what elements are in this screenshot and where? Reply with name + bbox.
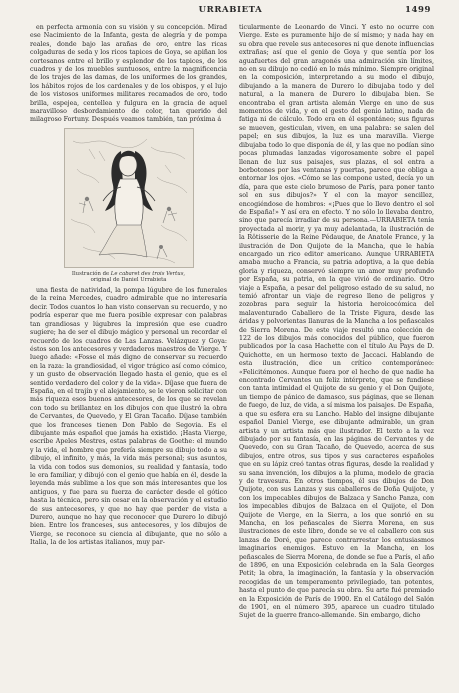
illustration-figure xyxy=(64,128,194,284)
left-text-bottom: una fiesta de natividad, la pompa lúgubre de los funerales de la reina Mercedes, cuadro admirable que no interesaría decir. Todos cuantos lo han visto conservan su recuerdo, y no podría esperar que me fuera posible expresar con palabras tan grandiosas y lúgubres la impresión que ese cuadro sugiere; ha de ser el dibujo mágico y personal un recordar el recuerdo de los cuadros de Las Lanzas. Velázquez y Goya: éstos son los antecesores y verdaderos maestros de Vierge. Y luego añade: «Fosse el más digno de conservar su recuerdo en la raza: la grandiosidad, el vigor trágico así como cómico, y un gusto de observación llegado hasta el genio, que es el sentido verdadero del color y de la vida». Díjase que fuera de España, en el trajín y el alejamiento, se le vieron solicitar con más riqueza esos buenos antecesores, de los que se revelan con todo su brillantez en los dibujos con que ilustró la obra de Cervantes, de Quevedo, y El Gran Tacaño. Díjase también que los franceses tienen Don Pablo de Segovia. Es el dibujante más español que jamás ha existido. ¡Hasta Vierge, escribe Apeles Mestres, estas palabras de Goethe: el mundo y la vida, el hombre que prefería siempre su dibujo todo a su dibujo, el infinito, y más, la vida más personal; sus asuntos, la vida con todos sus demonios, su realidad y fantasía, todo le era familiar, y dibujó con el genio que había en él, desde la leyenda más sublime a los que son más interesantes que los antiguos, y fue para su fuerza de carácter desde el gótico hasta la técnica, pero sin cesar en la observación y el estudio de sus antecesores, y que no hay que perder de vista a Durero, aunque no hay que reconocer que Durero lo dibujó bien. Entre los franceses, sus antecesores, y los dibujos de Vierge, se reconoce su ciencia al dibujante, que no sólo a Italia, la de los artistas italianos, muy par- xyxy=(30,287,227,547)
right-column xyxy=(239,24,434,679)
figure-caption xyxy=(64,271,194,284)
page-header xyxy=(30,5,431,19)
illustration-image xyxy=(64,128,194,268)
caption-credit: original de Daniel Urrabieta xyxy=(90,277,167,284)
right-text: ticularmente de Leonardo de Vinci. Y esto no ocurre con Vierge. Este es puramente hijo de sí mismo; y nada hay en su obra que revele sus antecesores ni que denote influencias extrañas; así que el genio de Goya y que sentía por los aguafuertes del gran aragonés una admiración sin límites, no en su dibujo no cedió en lo más mínimo. Siempre original en la composición, interpretando a su modo el dibujo, dibujando a la manera de Durero lo dibujaba todo y del natural, a la manera de Durero lo dibujaba bien. Se encontraba el gran artista alemán Vierge en uno de sus momentos de vida, y en el gesto del genio latino, nada de fatiga ni de cálculo. Todo era en él espontáneo; sus figuras se mueven, gesticulan, viven, en una palabra: se salen del papel; en sus dibujos, la luz es una maravilla. Vierge dibujaba todo lo que disponía de él, y las que no podían sino pocas plumadas lanzadas vigorosamente sobre el papel llenan de luz sus paisajes, sus plazas, el sol entra a borbotones por las ventanas y puertas, parece que obliga a entornar los ojos. «Cómo se las compone usted, decía yo un día, para que este cielo brumoso de París, para poner tanto sol en sus dibujos?» Y el con la mayor sencillez, encogiéndose de hombros: «¡Pues que lo llevo dentro el sol de España!» Y así era en efecto. Y no sólo lo llevaba dentro, sino que parecía irradiar de su persona.—URRABIETA tenía proyectada al morir, y ya muy adelantada, la ilustración de la Rôtisserie de la Reine Pédauque, de Anatole France, y la ilustración de Don Quijote de la Mancha, que le había encargado un rico editor americano. Aunque URRABIETA amaba mucho a Francia, su patria adoptiva, a la que debía gloria y riqueza, conservó siempre un amor muy profundo por España, su patria, en la que vivió de ordinario. Otro viaje a España, a pesar del peligroso estado de su salud, no temió afrontar un viaje de regreso lleno de peligros y zozobras para seguir la historia heroicocómica del malaventurado Caballero de la Triste Figura, desde las áridas y polvorientas llanuras de la Mancha a los peñascales de Sierra Morena. De este viaje resultó una colección de 122 de los dibujos más conocidos del público, que fueron publicados por la casa Hachette con el título Au Pays de D. Quichotte, en un hermoso texto de Jaccaci. Hablando de esta ilustración, dice un crítico contemporáneo: «Felicitémonos. Aunque fuera por el hecho de que nadie ha encontrado Cervantes un feliz intérprete, que se fundiese con tanta intimidad el Quijote de su genio y el Don Quijote, un tiempo de pánico de damasco, sus páginas, que se llenan de fuego, de luz, de vida, a sí misma los paisajes. De España, a que su esfera era su Lancho. Hablo del insigne dibujante español Daniel Vierge, ese dibujante admirable, un gran artista y un artista más que ilustrador. El texto a la vez dibujado por su fantasía, en las páginas de Cervantes y de Quevedo, con su Gran Tacaño, de Quevedo, acerca de sus dibujos, entre otros, sus tipos y sus caracteres españoles que en su lápiz creó tantas otras figuras, desde la realidad y su sana invención, los dibujos a la pluma, modelo de gracia y de travesura. En otros tiempos, él sus dibujos de Don Quijote, con sus Lanzas y sus caballeros de Doña Quijote, y con los impecables dibujos de Balzaca y Sancho Panza, con los impecables dibujos de Balzaca en el Quijote, el Don Quijote de Vierge, en la Sierra, a los que sonrió en su Mancha, en los peñascales de Sierra Morena, en sus ilustraciones de este libro, donde se ve el caballero con sus lanzas de Doré, que parece contrarrestar los entusiasmos imaginarios enemigos. Estuvo en la Mancha, en los peñascales de Sierra Morena, de donde se fue a París, el año de 1896, en una Exposición celebrada en la Sala Georges Petit; la obra, la imaginación, la fantasía y la observación recogidas de un temperamento privilegiado, tan potentes, hasta el punto de que parecía su obra. Su arte fué premiado en la Exposición de París de 1900. En el Catálogo del Salón de 1901, en el número 395, aparece un cuadro titulado Sujet de la guerre franco-allemande. Sin embargo, dicho xyxy=(239,24,434,620)
caption-prefix: Ilustración de xyxy=(71,270,110,277)
caption-italic-title: Le cabaret des trois Vertus, xyxy=(110,270,186,277)
page-number: 1499 xyxy=(404,5,431,15)
left-text-top: en perfecta armonía con su visión y su concepción. Mirad ese Nacimiento de la Infanta, gesta de alegría y de pompa reales, donde bajo las arañas de oro, entre las ricas colgaduras de seda y los ricos tapices de Goya, se apiñan los cortesanos entre el brillo y esplendor de los tapices, de los cuadros y de los muebles suntuosos, entre la magnificencia de los trajes de las damas, de los uniformes de los grandes, los hábitos rojos de los cardenales y de los obispos, y el lujo de los vistosos uniformes militares recamados de oro, todo brilla, espejea, centellea y fulgura en la gracia de aquel maravilloso desbordamiento de color, tan querido del milagroso Fortuny. Después veamos también, tan próxima á xyxy=(30,24,227,124)
left-column xyxy=(30,24,227,679)
woman-illustration xyxy=(65,129,193,267)
running-title: URRABIETA xyxy=(198,5,263,15)
